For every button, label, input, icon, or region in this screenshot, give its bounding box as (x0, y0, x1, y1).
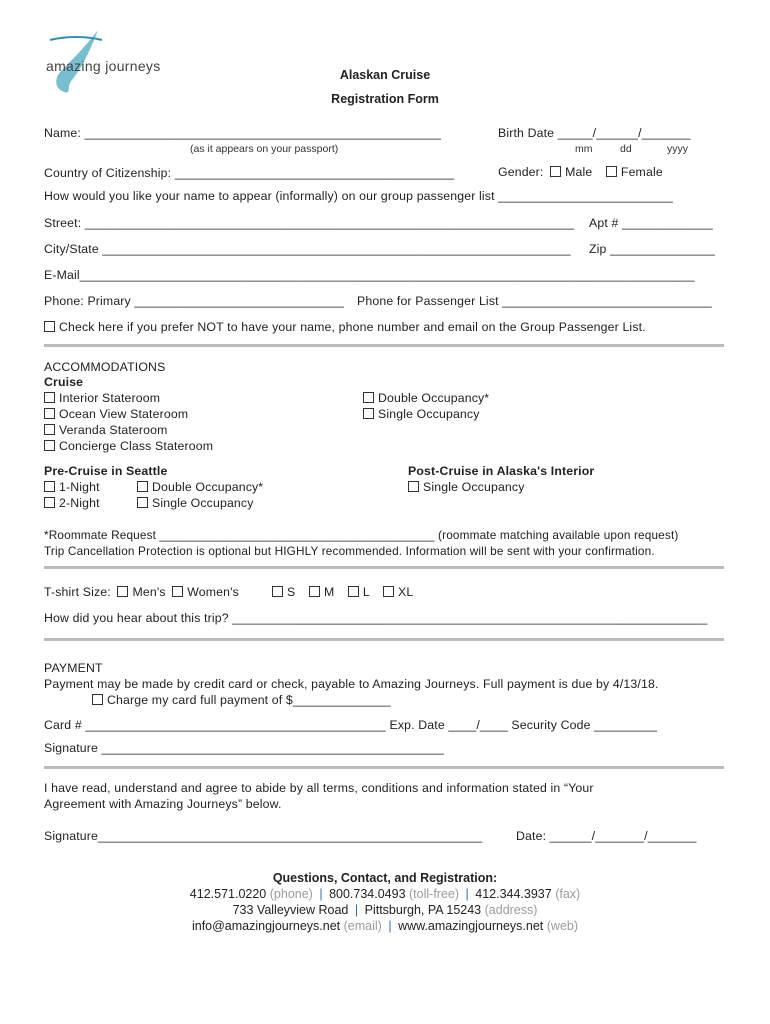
apt-field[interactable]: Apt # _____________ (589, 216, 713, 230)
birth-yyyy-label: yyyy (667, 143, 688, 155)
separator: | (354, 903, 359, 917)
charge-card-label[interactable]: Charge my card full payment of $______________ (107, 693, 391, 707)
tshirt-label: T-shirt Size: (44, 585, 111, 599)
mens-label: Men's (132, 585, 166, 599)
logo-text: amazing journeys (46, 58, 161, 74)
cancellation-note: Trip Cancellation Protection is optional but HIGHLY recommended. Information will be sent with your confirmation. (44, 544, 655, 558)
street-field[interactable]: Street: ______________________________________________________________________ (44, 216, 575, 230)
email-tag: (email) (343, 919, 382, 933)
web-tag: (web) (546, 919, 579, 933)
web-link[interactable]: www.amazingjourneys.net (398, 919, 544, 933)
veranda-label: Veranda Stateroom (59, 423, 168, 437)
phone-tag: (phone) (269, 887, 313, 901)
name-field[interactable]: Name: ___________________________________________________ (44, 126, 441, 140)
pre-1night-label: 1-Night (59, 480, 100, 494)
city-state-field[interactable]: City/State ___________________________________________________________________ (44, 242, 571, 256)
size-m-label: M (323, 585, 335, 599)
occupancy-row (363, 391, 489, 405)
email-link[interactable]: info@amazingjourneys.net (191, 919, 341, 933)
birth-mm-label: mm (575, 143, 593, 155)
female-label: Female (620, 165, 663, 179)
payment-note: Payment may be made by credit card or check, payable to Amazing Journeys. Full payment is due by 4/13/18. (44, 677, 659, 691)
pre-night-row (44, 480, 100, 494)
pre-2night-checkbox[interactable] (44, 497, 55, 508)
occupancy-row (363, 407, 480, 421)
card-field[interactable]: Card # ___________________________________________ Exp. Date ____/____ Security Code _________ (44, 718, 658, 732)
size-l-checkbox[interactable] (348, 586, 359, 597)
cruise-option-row (44, 439, 213, 453)
divider (44, 638, 724, 641)
male-label: Male (565, 165, 593, 179)
payment-signature-field[interactable]: Signature _________________________________________________ (44, 741, 445, 755)
womens-label: Women's (187, 585, 239, 599)
veranda-checkbox[interactable] (44, 424, 55, 435)
cruise-double-checkbox[interactable] (363, 392, 374, 403)
zip-field[interactable]: Zip _______________ (589, 242, 715, 256)
interior-label: Interior Stateroom (59, 391, 161, 405)
cruise-single-label: Single Occupancy (378, 407, 480, 421)
pre-double-checkbox[interactable] (137, 481, 148, 492)
size-s-checkbox[interactable] (272, 586, 283, 597)
concierge-label: Concierge Class Stateroom (59, 439, 214, 453)
accommodations-heading: ACCOMMODATIONS (44, 360, 166, 374)
optout-label: Check here if you prefer NOT to have your name, phone number and email on the Group Passenger List. (59, 320, 646, 334)
address-tag: (address) (484, 903, 538, 917)
tollfree-number[interactable]: 800.734.0493 (329, 887, 406, 901)
separator: | (388, 919, 392, 933)
post-single-checkbox[interactable] (408, 481, 419, 492)
size-xl-label: XL (398, 585, 414, 599)
pre-occupancy-row (137, 480, 263, 494)
address-street: 733 Valleyview Road (232, 903, 349, 917)
contact-address (0, 903, 770, 917)
birth-date-field[interactable]: Birth Date _____/______/_______ (498, 126, 691, 140)
fax-tag: (fax) (555, 887, 581, 901)
charge-row (92, 693, 391, 707)
womens-checkbox[interactable] (172, 586, 183, 597)
agreement-text-line1: I have read, understand and agree to abide by all terms, conditions and information stated in “Your (44, 781, 594, 795)
optout-row (44, 320, 646, 334)
divider (44, 344, 724, 347)
separator: | (319, 887, 323, 901)
post-cruise-heading: Post-Cruise in Alaska's Interior (408, 464, 595, 478)
pre-night-row (44, 496, 100, 510)
post-occupancy-row (408, 480, 525, 494)
male-checkbox[interactable] (550, 166, 561, 177)
mens-checkbox[interactable] (117, 586, 128, 597)
divider (44, 766, 724, 769)
passenger-list-phone-field[interactable]: Phone for Passenger List ______________________________ (357, 294, 712, 308)
form-subtitle: Registration Form (331, 92, 439, 106)
charge-card-checkbox[interactable] (92, 694, 103, 705)
cruise-option-row (44, 423, 168, 437)
concierge-checkbox[interactable] (44, 440, 55, 451)
optout-checkbox[interactable] (44, 321, 55, 332)
roommate-request-field[interactable]: *Roommate Request _________________________________________ (roommate matching available upon request) (44, 528, 679, 542)
how-did-you-hear-field[interactable]: How did you hear about this trip? ____________________________________________________________________ (44, 611, 708, 625)
tollfree-tag: (toll-free) (409, 887, 460, 901)
cruise-option-row (44, 407, 188, 421)
cruise-double-label: Double Occupancy* (378, 391, 490, 405)
ocean-view-label: Ocean View Stateroom (59, 407, 189, 421)
interior-checkbox[interactable] (44, 392, 55, 403)
email-field[interactable]: E-Mail________________________________________________________________________________________ (44, 268, 695, 282)
pre-double-label: Double Occupancy* (152, 480, 264, 494)
phone-number[interactable]: 412.571.0220 (189, 887, 267, 901)
fax-number: 412.344.3937 (475, 887, 552, 901)
size-m-checkbox[interactable] (309, 586, 320, 597)
size-l-label: L (362, 585, 370, 599)
post-single-label: Single Occupancy (423, 480, 525, 494)
agreement-date-field[interactable]: Date: ______/_______/_______ (516, 829, 697, 843)
cruise-option-row (44, 391, 160, 405)
informal-name-field[interactable]: How would you like your name to appear (informally) on our group passenger list _________________________ (44, 189, 673, 203)
female-checkbox[interactable] (606, 166, 617, 177)
gender-label: Gender: (498, 165, 544, 179)
divider (44, 566, 724, 569)
citizenship-field[interactable]: Country of Citizenship: ________________________________________ (44, 166, 455, 180)
pre-occupancy-row (137, 496, 254, 510)
ocean-view-checkbox[interactable] (44, 408, 55, 419)
pre-1night-checkbox[interactable] (44, 481, 55, 492)
contact-heading: Questions, Contact, and Registration: (272, 871, 498, 885)
birth-dd-label: dd (620, 143, 632, 155)
gender-group (498, 165, 663, 179)
size-s-label: S (287, 585, 296, 599)
agreement-text-line2: Agreement with Amazing Journeys” below. (44, 797, 282, 811)
cruise-single-checkbox[interactable] (363, 408, 374, 419)
contact-phones (0, 887, 770, 901)
separator: | (465, 887, 469, 901)
name-hint: (as it appears on your passport) (190, 143, 339, 155)
contact-online (0, 919, 770, 933)
pre-2night-label: 2-Night (59, 496, 100, 510)
tshirt-row (44, 585, 239, 599)
form-title: Alaskan Cruise (339, 68, 431, 82)
pre-single-label: Single Occupancy (152, 496, 254, 510)
pre-single-checkbox[interactable] (137, 497, 148, 508)
cruise-heading: Cruise (44, 375, 84, 389)
tshirt-size-row (272, 585, 413, 599)
pre-cruise-heading: Pre-Cruise in Seattle (44, 464, 168, 478)
agreement-signature-field[interactable]: Signature_______________________________________________________ (44, 829, 483, 843)
payment-heading: PAYMENT (44, 661, 103, 675)
size-xl-checkbox[interactable] (383, 586, 394, 597)
primary-phone-field[interactable]: Phone: Primary ______________________________ (44, 294, 345, 308)
address-city: Pittsburgh, PA 15243 (364, 903, 482, 917)
